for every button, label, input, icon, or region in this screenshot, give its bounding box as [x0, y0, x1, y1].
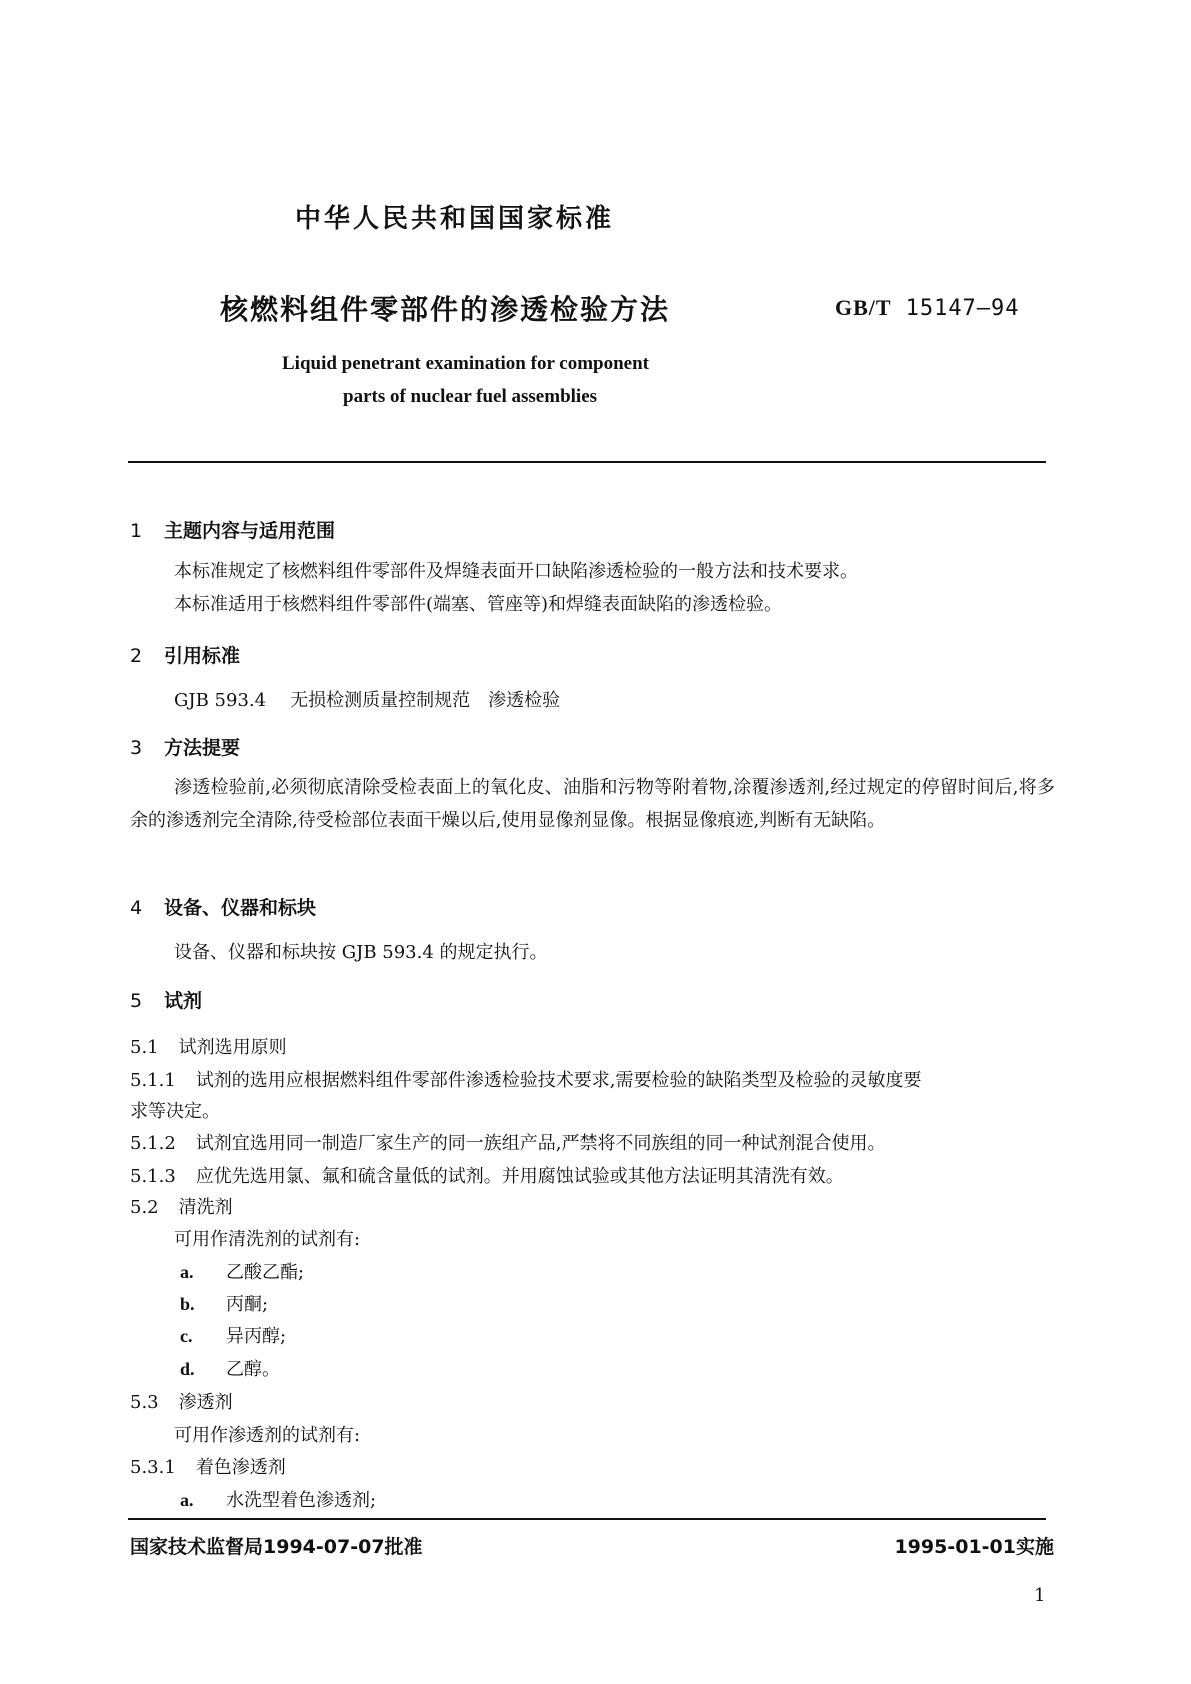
referenced-standard: [174, 686, 560, 712]
code-prefix: GB/T: [835, 295, 892, 320]
section-4-paragraph: 设备、仪器和标块按 GJB 593.4 的规定执行。: [174, 942, 548, 963]
section-4-title: 设备、仪器和标块: [164, 897, 317, 919]
approval-line: 国家技术监督局1994-07-07批准: [130, 1536, 423, 1558]
footer-divider: [128, 1518, 1046, 1520]
clause-5-3-1: 5.3.1 着色渗透剂: [130, 1457, 286, 1478]
clause-5-1-1-continuation: 求等决定。: [130, 1101, 220, 1122]
list-item: a. 水洗型着色渗透剂;: [180, 1490, 377, 1511]
penetrant-intro: 可用作渗透剂的试剂有:: [174, 1425, 361, 1446]
reference-code: GJB 593.4: [174, 690, 267, 711]
section-4-heading: 4 设备、仪器和标块: [130, 897, 317, 919]
list-item: d. 乙醇。: [180, 1359, 280, 1380]
section-3-paragraph: 渗透检验前,必须彻底清除受检表面上的氧化皮、油脂和污物等附着物,涂覆渗透剂,经过规定的停留时间后,将多余的渗透剂完全清除,待受检部位表面干燥以后,使用显像剂显像。根据显像痕迹,判断有无缺陷。: [130, 777, 1055, 831]
section-1-paragraph-1: 本标准规定了核燃料组件零部件及焊缝表面开口缺陷渗透检验的一般方法和技术要求。: [174, 561, 858, 582]
reference-title: 无损检测质量控制规范 渗透检验: [290, 690, 561, 711]
section-1-heading: 1 主题内容与适用范围: [130, 520, 336, 542]
cleaner-intro: 可用作清洗剂的试剂有:: [174, 1229, 361, 1250]
effective-date: 1995-01-01实施: [894, 1536, 1054, 1558]
clause-5-2-title: 清洗剂: [178, 1197, 233, 1218]
section-1-paragraph-2: 本标准适用于核燃料组件零部件(端塞、管座等)和焊缝表面缺陷的渗透检验。: [174, 594, 783, 615]
section-2-title: 引用标准: [164, 645, 241, 667]
document-title: 核燃料组件零部件的渗透检验方法: [220, 293, 671, 326]
section-2-heading: 2 引用标准: [130, 645, 241, 667]
clause-5-1-3-text: 应优先选用氯、氟和硫含量低的试剂。并用腐蚀试验或其他方法证明其清洗有效。: [195, 1166, 844, 1187]
code-number: 15147—94: [905, 296, 1020, 321]
section-3-heading: 3 方法提要: [130, 737, 241, 759]
header-divider: [128, 461, 1046, 463]
clause-5-1-1-text: 试剂的选用应根据燃料组件零部件渗透检验技术要求,需要检验的缺陷类型及检验的灵敏度要: [195, 1070, 922, 1091]
section-1-title: 主题内容与适用范围: [164, 520, 336, 542]
page-number: 1: [1034, 1585, 1046, 1606]
english-title-line-2: parts of nuclear fuel assemblies: [343, 386, 598, 407]
standard-title: 中华人民共和国国家标准: [295, 204, 615, 234]
list-item: a. 乙酸乙酯;: [180, 1262, 305, 1283]
clause-5-1-1: 5.1.1 试剂的选用应根据燃料组件零部件渗透检验技术要求,需要检验的缺陷类型及检验的灵敏度要: [130, 1070, 922, 1091]
list-item: b. 丙酮;: [180, 1294, 269, 1315]
clause-5-3-title: 渗透剂: [178, 1392, 233, 1413]
clause-5-3: 5.3 渗透剂: [130, 1392, 233, 1413]
clause-5-1-2: 5.1.2 试剂宜选用同一制造厂家生产的同一族组产品,严禁将不同族组的同一种试剂混合使用。: [130, 1133, 886, 1154]
section-5-heading: 5 试剂: [130, 990, 203, 1012]
clause-5-2: 5.2 清洗剂: [130, 1197, 233, 1218]
clause-5-1: 5.1 试剂选用原则: [130, 1037, 287, 1058]
section-5-title: 试剂: [164, 990, 203, 1012]
section-3-title: 方法提要: [164, 737, 241, 759]
standard-code: [835, 295, 1020, 321]
list-item: c. 异丙醇;: [180, 1326, 287, 1347]
english-title-line-1: Liquid penetrant examination for component: [282, 353, 650, 374]
clause-5-1-2-text: 试剂宜选用同一制造厂家生产的同一族组产品,严禁将不同族组的同一种试剂混合使用。: [195, 1133, 886, 1154]
clause-5-3-1-title: 着色渗透剂: [195, 1457, 286, 1478]
clause-5-1-title: 试剂选用原则: [178, 1037, 287, 1058]
clause-5-1-3: 5.1.3 应优先选用氯、氟和硫含量低的试剂。并用腐蚀试验或其他方法证明其清洗有效。: [130, 1166, 844, 1187]
